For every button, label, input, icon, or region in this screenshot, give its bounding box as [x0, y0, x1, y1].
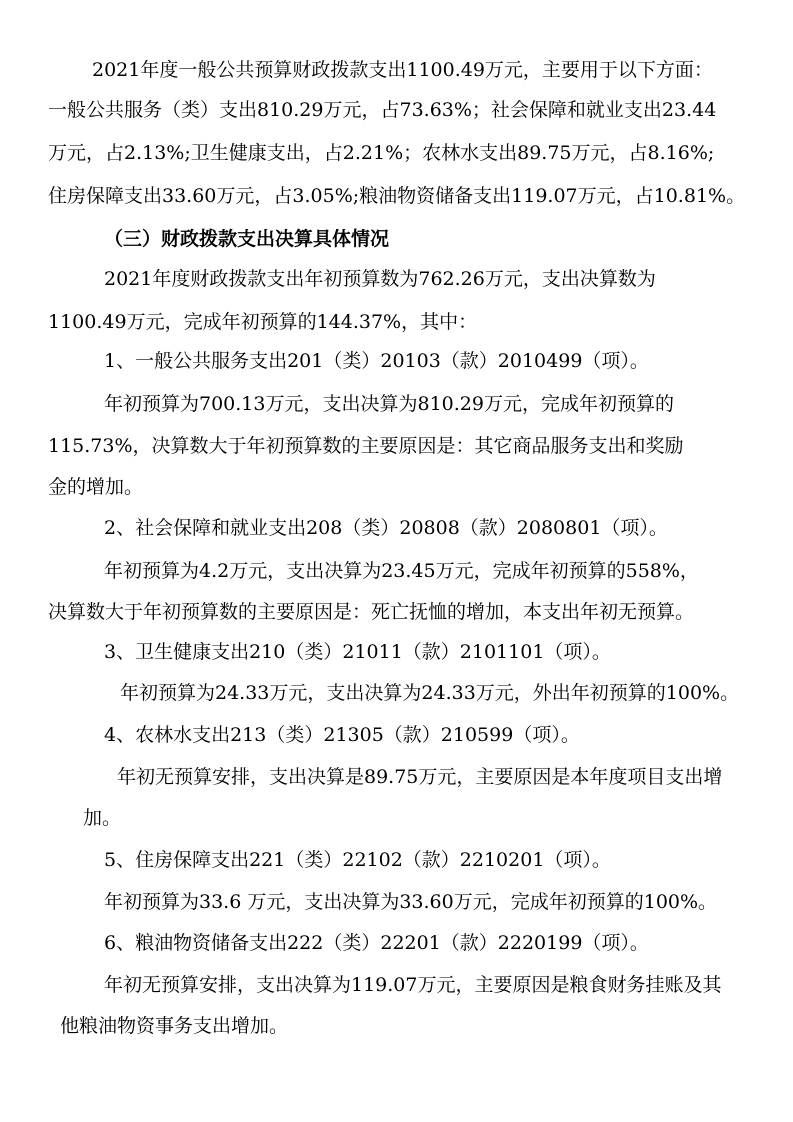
item-title: 3、卫生健康支出210（类）21011（款）2101101（项）。 [104, 641, 611, 663]
item-title: 2、社会保障和就业支出208（类）20808（款）2080801（项）。 [104, 517, 668, 539]
summary-line: 2021年度财政拨款支出年初预算数为762.26万元，支出决算数为 [104, 268, 656, 290]
item-title: 4、农林水支出213（类）21305（款）210599（项）。 [104, 724, 580, 746]
item-body-line: 年初预算为24.33万元，支出决算为24.33万元，外出年初预算的100%。 [120, 682, 740, 704]
item-title: 6、粮油物资储备支出222（类）22201（款）2220199（项）。 [104, 932, 649, 954]
item-title: 5、住房保障支出221（类）22102（款）2210201（项）。 [104, 849, 611, 871]
item-body-line: 年初预算为700.13万元，支出决算为810.29万元，完成年初预算的 [104, 393, 674, 415]
item-body-line: 金的增加。 [48, 476, 144, 498]
summary-line: 1100.49万元，完成年初预算的144.37%，其中： [48, 311, 478, 333]
intro-line: 万元，占2.13%;卫生健康支出，占2.21%；农林水支出89.75万元，占8.16%; [48, 142, 715, 164]
intro-line: 住房保障支出33.60万元，占3.05%;粮油物资储备支出119.07万元，占10.81%。 [48, 185, 746, 207]
intro-line: 一般公共服务（类）支出810.29万元，占73.63%；社会保障和就业支出23.44 [48, 99, 717, 121]
item-body-line: 加。 [83, 807, 122, 829]
item-body-line: 115.73%，决算数大于年初预算数的主要原因是：其它商品服务支出和奖励 [48, 435, 684, 457]
item-body-line: 决算数大于年初预算数的主要原因是：死亡抚恤的增加，本支出年初无预算。 [48, 601, 695, 623]
item-body-line: 他粮油物资事务支出增加。 [60, 1015, 289, 1037]
item-body-line: 年初预算为4.2万元，支出决算为23.45万元，完成年初预算的558%， [104, 560, 699, 582]
item-body-line: 年初无预算安排，支出决算为119.07万元，主要原因是粮食财务挂账及其 [104, 974, 722, 996]
intro-line: 2021年度一般公共预算财政拨款支出1100.49万元，主要用于以下方面： [92, 59, 713, 81]
item-title: 1、一般公共服务支出201（类）20103（款）2010499（项）。 [104, 350, 649, 372]
item-body-line: 年初无预算安排，支出决算是89.75万元，主要原因是本年度项目支出增 [117, 766, 723, 788]
item-body-line: 年初预算为33.6 万元，支出决算为33.60万元，完成年初预算的100%。 [104, 891, 718, 913]
section-heading: （三）财政拨款支出决算具体情况 [104, 228, 390, 250]
